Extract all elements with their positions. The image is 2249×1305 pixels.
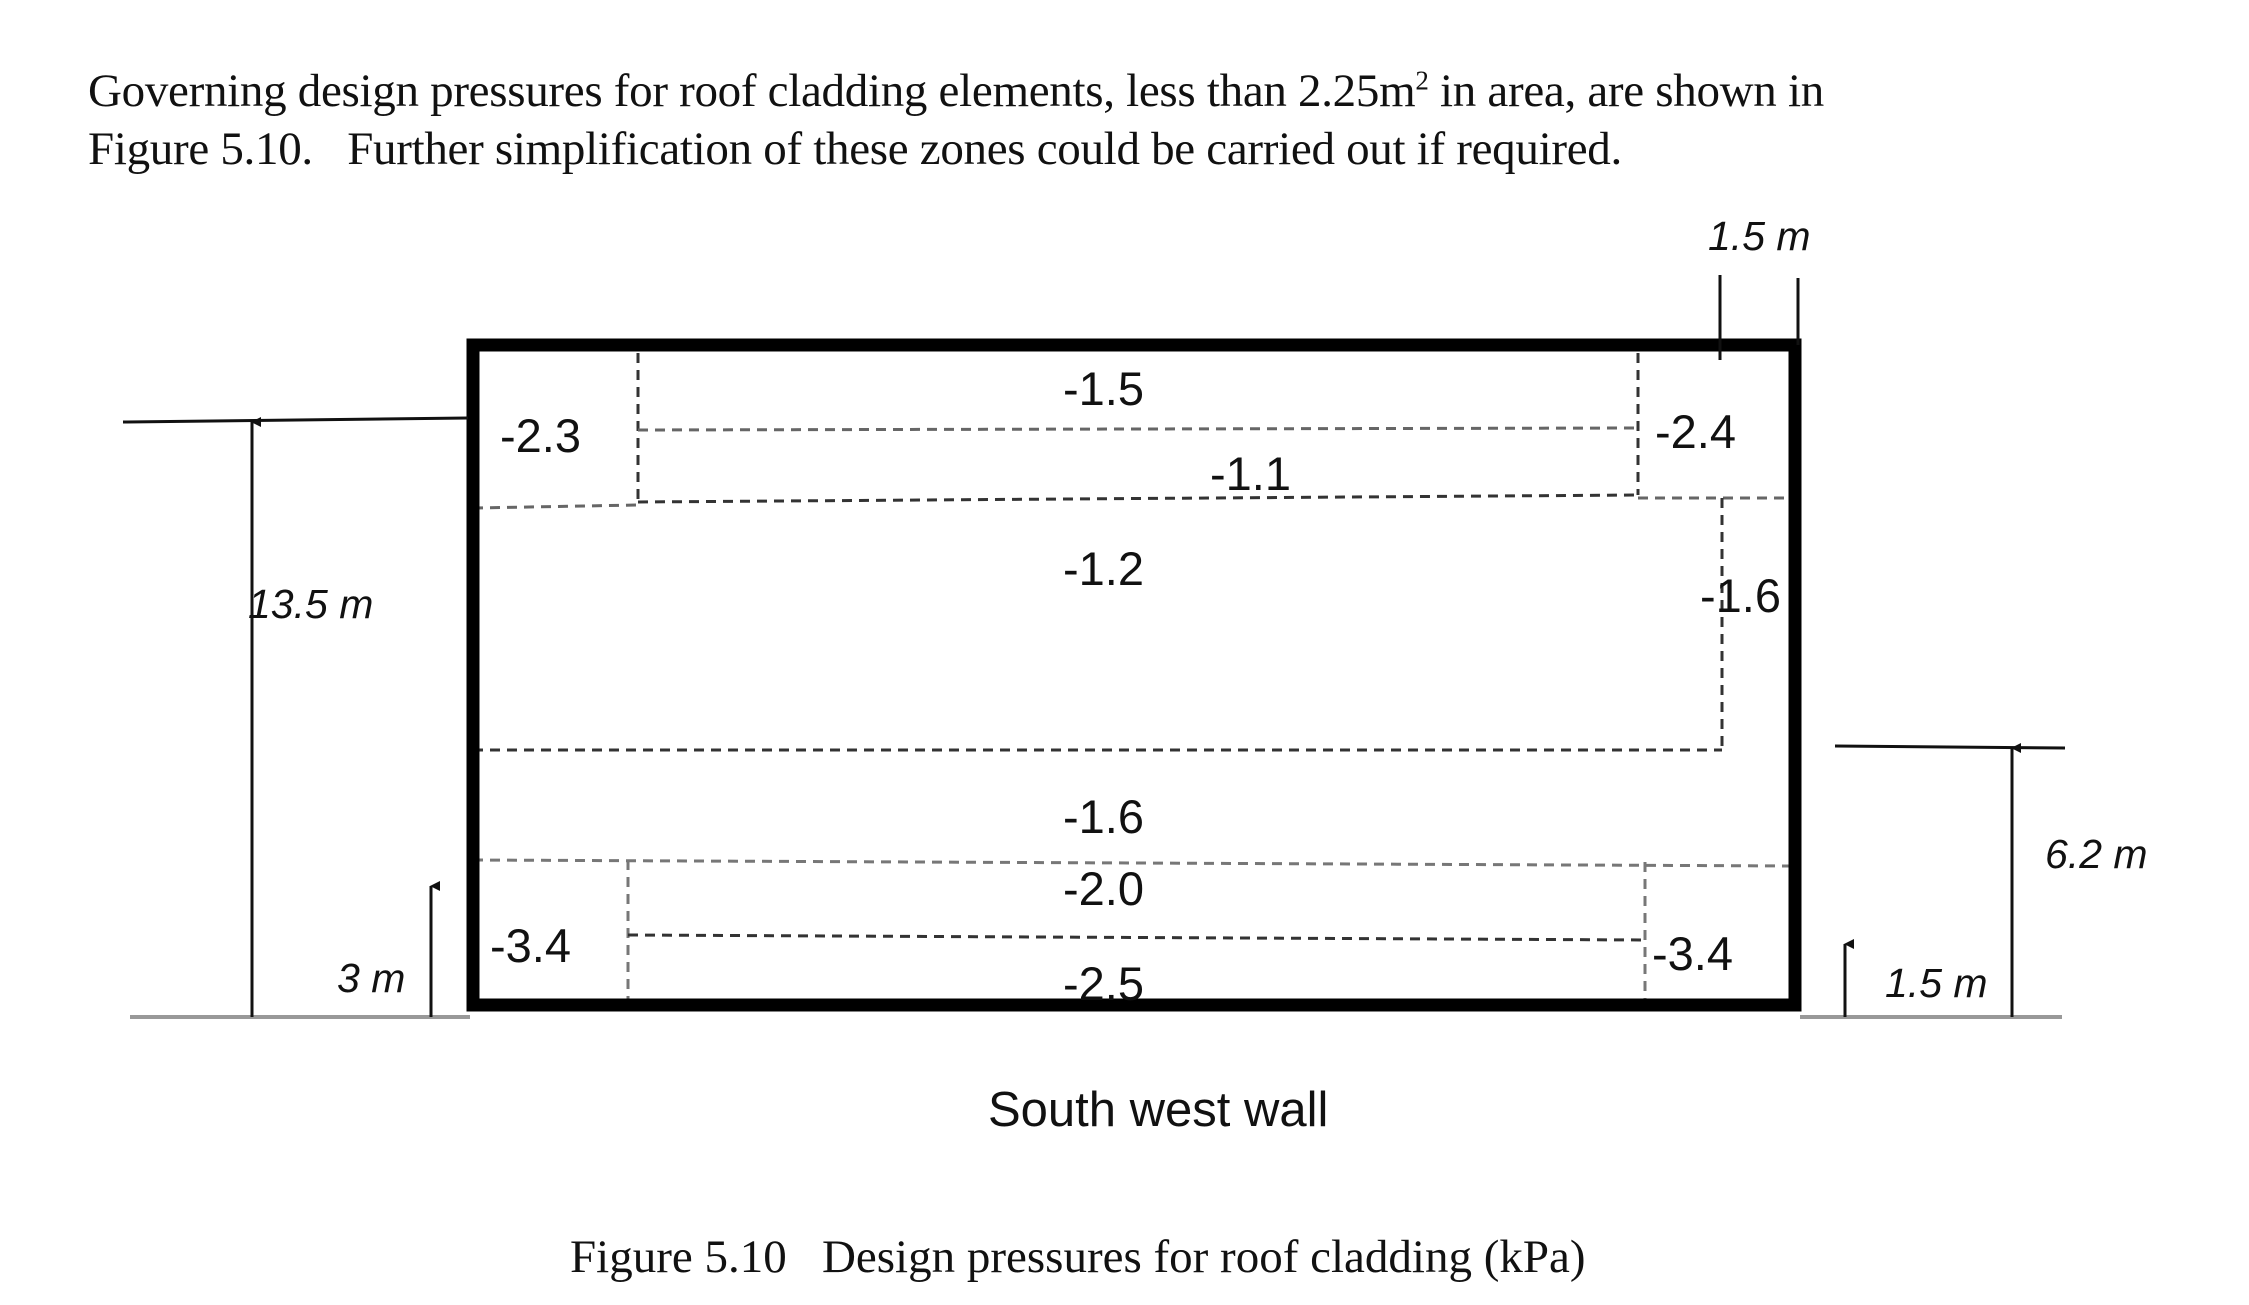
dimension-top-right-width: 1.5 m [1708,213,1811,259]
intro-line-2: Figure 5.10. Further simplification of these zones could be carried out if required. [88,123,1622,175]
left-height-reference-line [123,418,468,422]
wall-name: South west wall [988,1083,1329,1137]
zone-bottom-right-value: -3.4 [1652,927,1733,980]
dimension-right-small: 1.5 m [1885,960,1988,1006]
dimension-right-height: 6.2 m [2045,831,2148,877]
intro-line-1-text: Governing design pressures for roof cladding elements, less than 2.25m [88,65,1416,117]
figure-caption: Figure 5.10 Design pressures for roof cladding (kPa) [570,1231,1586,1283]
zone-lower-band-value: -1.6 [1063,790,1144,843]
zone-upper-mid-value: -1.1 [1210,447,1291,500]
intro-line-1-end: in area, are shown in [1428,65,1824,117]
zone-bottom-mid-lower-value: -2.5 [1063,957,1144,1010]
dimension-left-height: 13.5 m [248,581,374,627]
zone-bottom-left-value: -3.4 [490,919,571,972]
boundary-upper-left-horizontal [473,505,638,508]
boundary-upper-mid-horizontal [638,495,1638,502]
zone-top-right-value: -2.4 [1655,405,1736,458]
right-height-reference-line [1835,746,2065,748]
dimension-left-small: 3 m [337,955,406,1001]
zone-top-left-value: -2.3 [500,409,581,462]
zone-right-strip-value: -1.6 [1700,569,1781,622]
boundary-bottom-mid-horizontal [628,935,1645,940]
boundary-top-upper-horizontal [638,428,1638,430]
zone-center-value: -1.2 [1063,542,1144,595]
zone-bottom-mid-upper-value: -2.0 [1063,862,1144,915]
intro-superscript: 2 [1415,65,1429,96]
zone-top-mid-value: -1.5 [1063,362,1144,415]
